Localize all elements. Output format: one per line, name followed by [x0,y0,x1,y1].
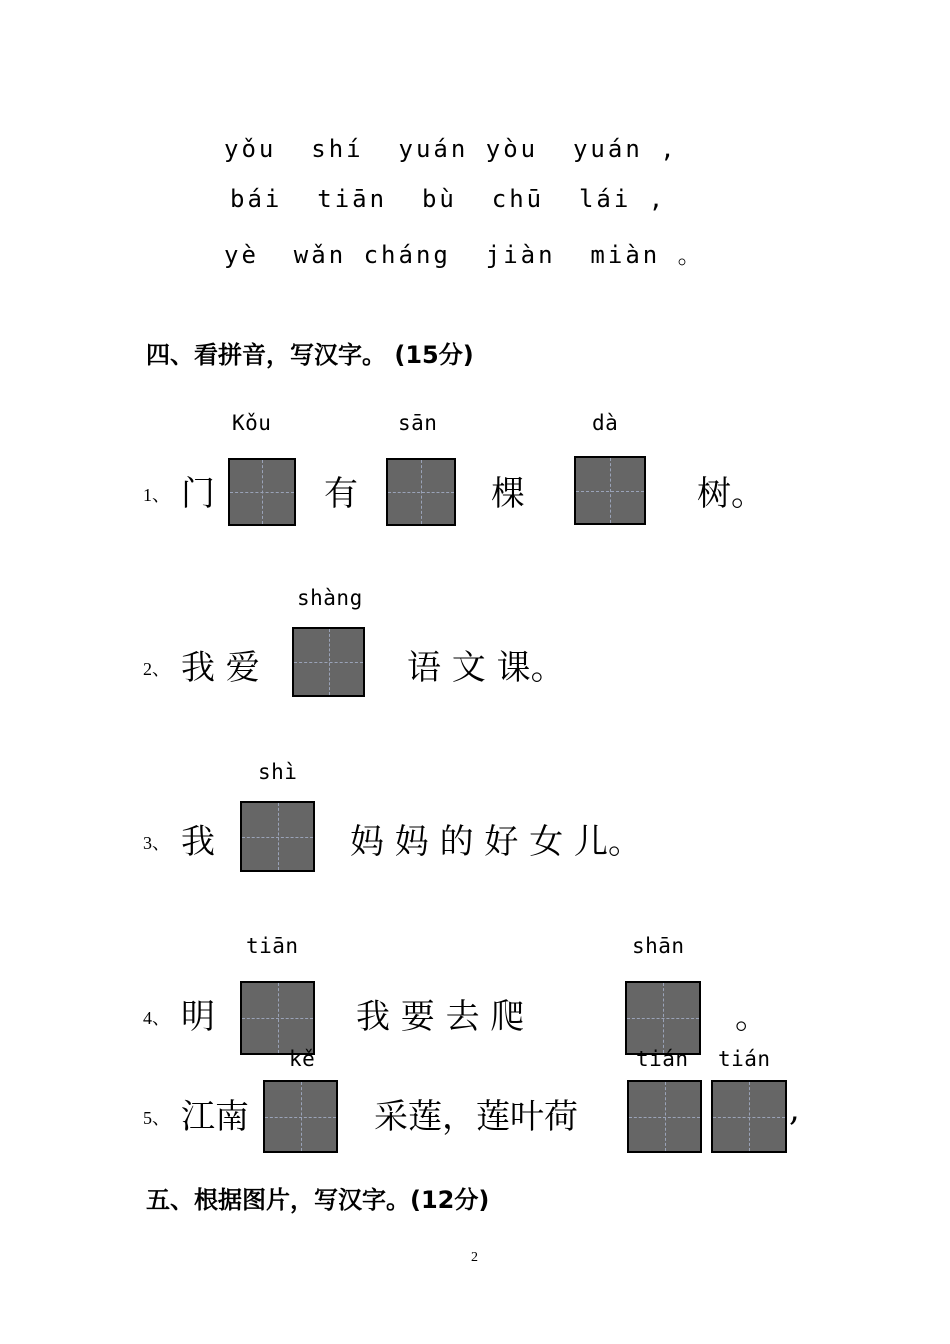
q3-text-1: 我 [181,822,215,862]
q4-number: 4、 [143,1008,170,1028]
q3-answer-box[interactable] [240,801,315,872]
q1-number: 1、 [143,485,170,505]
poem-line-3: yè wǎn cháng jiàn miàn 。 [224,241,705,269]
q5-number: 5、 [143,1108,170,1128]
section-4-title: 四、看拼音，写汉字。 (15分) [146,341,474,369]
q4-text-2: 我 要 去 爬 [356,997,525,1037]
section-5-title: 五、根据图片，写汉字。(12分) [146,1186,490,1214]
q1-text-3: 棵 [491,474,525,514]
q1-text-1: 门 [181,474,215,514]
q5-text-3: , [789,1089,800,1129]
q5-pinyin-1: kě [289,1047,316,1071]
q4-text-3: 。 [735,997,769,1037]
q5-answer-box-1[interactable] [263,1080,338,1153]
q4-answer-box-1[interactable] [240,981,315,1055]
q1-pinyin-2: sān [398,411,438,435]
q5-text-1: 江南 [181,1097,249,1137]
q5-text-2: 采莲，莲叶荷 [374,1097,578,1137]
q3-number: 3、 [143,833,170,853]
q4-pinyin-2: shān [632,934,685,958]
poem-line-1: yǒu shí yuán yòu yuán , [224,135,678,163]
q3-pinyin: shì [258,760,298,784]
q2-answer-box[interactable] [292,627,365,697]
q4-text-1: 明 [181,997,215,1037]
q1-text-4: 树。 [697,474,765,514]
q1-pinyin-3: dà [592,411,619,435]
page-number: 2 [471,1250,478,1265]
q1-pinyin-1: Kǒu [232,411,272,435]
q2-text-1: 我 爱 [181,648,260,688]
q1-text-2: 有 [324,474,358,514]
poem-line-2: bái tiān bù chū lái , [230,185,667,213]
q4-answer-box-2[interactable] [625,981,701,1055]
q1-answer-box-3[interactable] [574,456,646,525]
q5-pinyin-3: tián [718,1047,771,1071]
q5-answer-box-3[interactable] [711,1080,787,1153]
q3-text-2: 妈 妈 的 好 女 儿。 [350,822,643,862]
q2-pinyin: shàng [297,586,363,610]
q5-answer-box-2[interactable] [627,1080,702,1153]
q2-number: 2、 [143,659,170,679]
q5-pinyin-2: tián [636,1047,689,1071]
q4-pinyin-1: tiān [246,934,299,958]
q1-answer-box-2[interactable] [386,458,456,526]
q2-text-2: 语 文 课。 [407,648,565,688]
q1-answer-box-1[interactable] [228,458,296,526]
